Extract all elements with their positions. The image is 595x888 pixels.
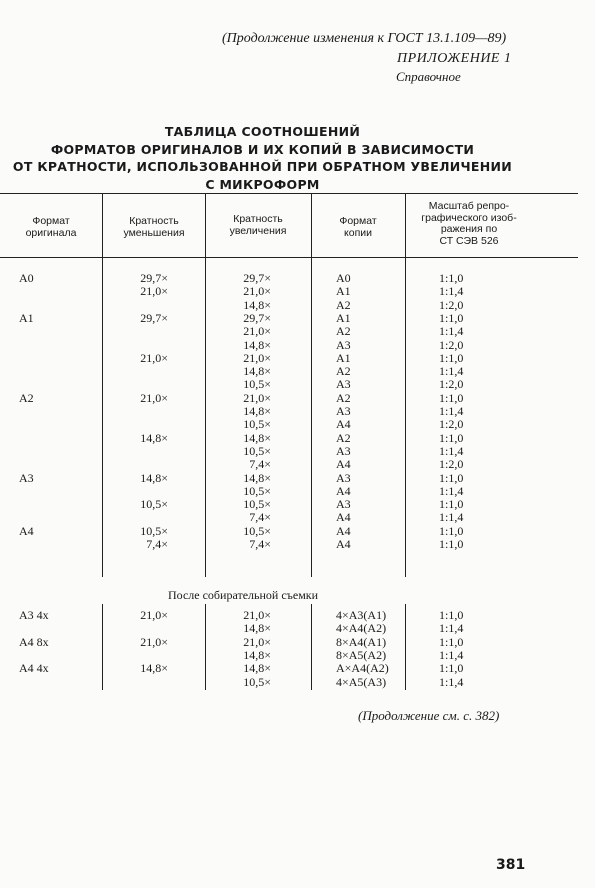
cell-reduction: 21,0× xyxy=(140,390,168,405)
continuation-note: (Продолжение изменения к ГОСТ 13.1.109—89) xyxy=(222,31,507,46)
table-top-rule xyxy=(0,193,578,194)
cell-original-format: А4 4x xyxy=(19,661,49,676)
cell-copy-format: А4 xyxy=(336,537,351,551)
appendix-label: ПРИЛОЖЕНИЕ 1 xyxy=(397,51,512,66)
cell-scale: 1:2,0 xyxy=(439,377,464,392)
cell-enlargement: 21,0× xyxy=(243,284,271,299)
cell-reduction: 29,7× xyxy=(140,310,168,325)
column-divider xyxy=(405,193,406,577)
cell-copy-format: А2 xyxy=(336,364,351,379)
cell-scale: 1:2,0 xyxy=(439,457,464,472)
cell-enlargement: 14,8× xyxy=(243,621,271,636)
cell-copy-format: А4 xyxy=(336,417,351,432)
cell-original-format: А0 xyxy=(19,271,34,285)
table-header-rule xyxy=(0,257,578,258)
cell-copy-format: А1 xyxy=(336,350,351,365)
cell-copy-format: А0 xyxy=(336,271,351,285)
title-line: ФОРМАТОВ ОРИГИНАЛОВ И ИХ КОПИЙ В ЗАВИСИМОСТИ xyxy=(50,141,475,157)
cell-scale: 1:1,4 xyxy=(439,510,464,525)
cell-copy-format: А2 xyxy=(336,430,351,445)
cell-scale: 1:1,4 xyxy=(439,324,464,339)
column-divider xyxy=(205,193,206,577)
cell-enlargement: 14,8× xyxy=(243,364,271,379)
cell-enlargement: 10,5× xyxy=(243,674,271,689)
cell-enlargement: 10,5× xyxy=(243,377,271,392)
cell-copy-format: А×А4(А2) xyxy=(336,661,389,676)
cell-scale: 1:1,4 xyxy=(439,621,464,636)
header-line: Формат xyxy=(339,215,377,227)
table-title xyxy=(0,123,525,193)
cell-enlargement: 14,8× xyxy=(243,337,271,352)
cell-enlargement: 7,4× xyxy=(249,457,271,472)
column-header-copy-format xyxy=(313,216,403,239)
cell-copy-format: 4×А5(А3) xyxy=(336,674,387,689)
cell-enlargement: 7,4× xyxy=(249,537,271,551)
column-divider xyxy=(205,604,206,690)
cell-copy-format: А2 xyxy=(336,297,351,312)
cell-enlargement: 10,5× xyxy=(243,523,271,538)
cell-enlargement: 21,0× xyxy=(243,608,271,622)
header-line: Масштаб репро- xyxy=(428,200,510,212)
cell-enlargement: 14,8× xyxy=(243,470,271,485)
cell-copy-format: А3 xyxy=(336,377,351,392)
cell-enlargement: 29,7× xyxy=(243,271,271,285)
cell-copy-format: 8×А4(А1) xyxy=(336,634,387,649)
cell-scale: 1:2,0 xyxy=(439,417,464,432)
column-header-reduction xyxy=(104,216,204,239)
cell-scale: 1:1,0 xyxy=(439,608,464,622)
title-line: ОТ КРАТНОСТИ, ИСПОЛЬЗОВАННОЙ ПРИ ОБРАТНОМ УВЕЛИЧЕНИИ xyxy=(12,159,513,174)
cell-scale: 1:1,0 xyxy=(439,634,464,649)
column-header-scale xyxy=(407,201,531,247)
cell-reduction: 14,8× xyxy=(140,430,168,445)
cell-copy-format: А3 xyxy=(336,337,351,352)
cell-scale: 1:1,4 xyxy=(439,674,464,689)
cell-enlargement: 21,0× xyxy=(243,350,271,365)
header-line: копии xyxy=(344,226,372,239)
cell-scale: 1:1,0 xyxy=(439,497,464,512)
cell-copy-format: А1 xyxy=(336,284,351,299)
cell-copy-format: А2 xyxy=(336,390,351,405)
cell-enlargement: 21,0× xyxy=(243,634,271,649)
cell-scale: 1:1,0 xyxy=(439,470,464,485)
cell-reduction: 21,0× xyxy=(140,284,168,299)
column-divider xyxy=(102,193,103,577)
cell-original-format: А3 xyxy=(19,470,34,485)
cell-copy-format: А4 xyxy=(336,483,351,498)
continuation-footer: (Продолжение см. с. 382) xyxy=(358,708,500,723)
cell-reduction: 10,5× xyxy=(140,497,168,512)
cell-scale: 1:1,0 xyxy=(439,430,464,445)
header-line: уменьшения xyxy=(123,226,185,239)
cell-reduction: 7,4× xyxy=(146,537,168,551)
cell-reduction: 14,8× xyxy=(140,470,168,485)
header-line: СТ СЭВ 526 xyxy=(439,234,499,247)
collective-shooting-subheading: После собирательной съемки xyxy=(168,588,319,602)
cell-enlargement: 14,8× xyxy=(243,647,271,662)
cell-original-format: А4 8x xyxy=(19,634,49,649)
column-header-enlargement xyxy=(207,214,309,237)
cell-copy-format: А4 xyxy=(336,523,351,538)
cell-scale: 1:2,0 xyxy=(439,337,464,352)
cell-scale: 1:1,4 xyxy=(439,647,464,662)
cell-copy-format: А3 xyxy=(336,404,351,418)
cell-enlargement: 7,4× xyxy=(249,510,271,525)
header-line: Кратность xyxy=(129,215,179,227)
header-line: увеличения xyxy=(229,224,287,237)
cell-scale: 1:1,0 xyxy=(439,310,464,325)
cell-enlargement: 14,8× xyxy=(243,661,271,676)
cell-scale: 1:1,4 xyxy=(439,364,464,379)
cell-enlargement: 10,5× xyxy=(243,443,271,458)
cell-copy-format: А3 xyxy=(336,497,351,512)
cell-enlargement: 29,7× xyxy=(243,310,271,325)
cell-scale: 1:1,0 xyxy=(439,350,464,365)
cell-scale: 1:1,4 xyxy=(439,443,464,458)
header-line: графического изоб- xyxy=(421,211,517,224)
column-header-original-format xyxy=(2,216,100,239)
cell-reduction: 29,7× xyxy=(140,271,168,285)
cell-reduction: 10,5× xyxy=(140,523,168,538)
cell-reduction: 21,0× xyxy=(140,350,168,365)
cell-enlargement: 10,5× xyxy=(243,497,271,512)
cell-copy-format: А3 xyxy=(336,470,351,485)
cell-reduction: 21,0× xyxy=(140,608,168,622)
cell-original-format: А1 xyxy=(19,310,34,325)
cell-copy-format: А1 xyxy=(336,310,351,325)
cell-scale: 1:2,0 xyxy=(439,297,464,312)
cell-scale: 1:1,0 xyxy=(439,390,464,405)
header-line: ражения по xyxy=(440,223,498,235)
cell-scale: 1:1,4 xyxy=(439,483,464,498)
header-line: Формат xyxy=(32,215,70,227)
cell-scale: 1:1,4 xyxy=(439,404,464,418)
cell-enlargement: 14,8× xyxy=(243,430,271,445)
column-divider xyxy=(311,604,312,690)
cell-copy-format: А4 xyxy=(336,510,351,525)
cell-enlargement: 21,0× xyxy=(243,324,271,339)
cell-scale: 1:1,4 xyxy=(439,284,464,299)
cell-copy-format: 8×А5(А2) xyxy=(336,647,387,662)
cell-enlargement: 14,8× xyxy=(243,297,271,312)
header-line: Кратность xyxy=(233,213,283,225)
cell-enlargement: 14,8× xyxy=(243,404,271,418)
cell-copy-format: А4 xyxy=(336,457,351,472)
cell-enlargement: 10,5× xyxy=(243,417,271,432)
cell-scale: 1:1,0 xyxy=(439,537,464,551)
column-divider xyxy=(405,604,406,690)
cell-copy-format: 4×А3(А1) xyxy=(336,608,387,622)
reference-label: Справочное xyxy=(396,69,461,84)
cell-copy-format: А3 xyxy=(336,443,351,458)
cell-reduction: 21,0× xyxy=(140,634,168,649)
column-divider xyxy=(311,193,312,577)
cell-original-format: А2 xyxy=(19,390,34,405)
page-number: 381 xyxy=(496,857,526,873)
cell-reduction: 14,8× xyxy=(140,661,168,676)
column-divider xyxy=(102,604,103,690)
title-line: ТАБЛИЦА СООТНОШЕНИЙ xyxy=(164,124,361,139)
cell-copy-format: 4×А4(А2) xyxy=(336,621,387,636)
cell-scale: 1:1,0 xyxy=(439,271,464,285)
cell-enlargement: 21,0× xyxy=(243,390,271,405)
cell-scale: 1:1,0 xyxy=(439,523,464,538)
cell-enlargement: 10,5× xyxy=(243,483,271,498)
title-line: С МИКРОФОРМ xyxy=(205,176,320,192)
cell-original-format: А3 4x xyxy=(19,608,49,622)
cell-copy-format: А2 xyxy=(336,324,351,339)
header-line: оригинала xyxy=(25,226,77,239)
cell-original-format: А4 xyxy=(19,523,34,538)
cell-scale: 1:1,0 xyxy=(439,661,464,676)
